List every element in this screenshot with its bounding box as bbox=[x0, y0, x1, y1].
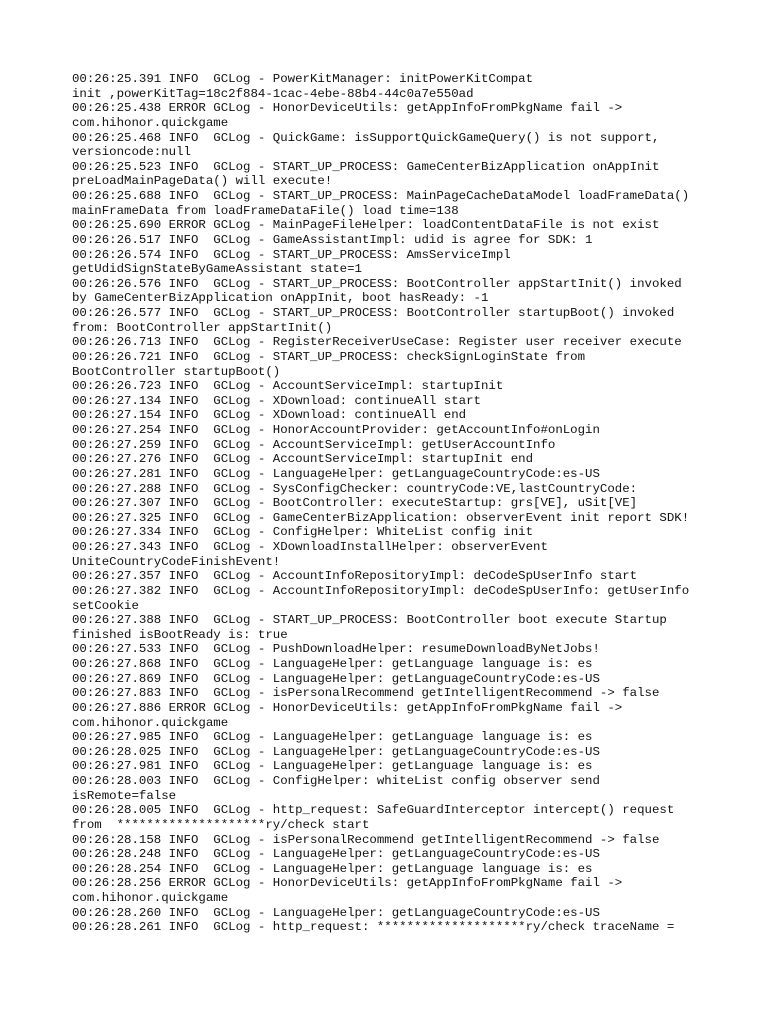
log-line: 00:26:27.276 INFO GCLog - AccountServiceImpl: startupInit end bbox=[72, 452, 534, 467]
log-line: 00:26:28.003 INFO GCLog - ConfigHelper: whiteList config observer send bbox=[72, 774, 600, 788]
log-line: 00:26:27.134 INFO GCLog - XDownload: continueAll start bbox=[72, 393, 481, 408]
log-line: finished isBootReady is: true bbox=[72, 627, 288, 642]
log-line: getUdidSignStateByGameAssistant state=1 bbox=[72, 262, 362, 277]
log-line: 00:26:27.533 INFO GCLog - PushDownloadHelper: resumeDownloadByNetJobs! bbox=[72, 642, 600, 657]
log-line: mainFrameData from loadFrameDataFile() load time=138 bbox=[72, 203, 459, 218]
log-line: 00:26:26.723 INFO GCLog - AccountServiceImpl: startupInit bbox=[72, 379, 504, 394]
log-line: 00:26:26.713 INFO GCLog - RegisterReceiverUseCase: Register user receiver execute bbox=[72, 335, 682, 350]
log-line: versioncode:null bbox=[72, 145, 191, 160]
log-line: 00:26:27.869 INFO GCLog - LanguageHelper: getLanguageCountryCode:es-US bbox=[72, 671, 600, 686]
log-line: 00:26:27.334 INFO GCLog - ConfigHelper: WhiteList config init bbox=[72, 525, 534, 540]
log-line: 00:26:27.985 INFO GCLog - LanguageHelper: getLanguage language is: es bbox=[72, 730, 593, 745]
log-line: 00:26:28.248 INFO GCLog - LanguageHelper: getLanguageCountryCode:es-US bbox=[72, 847, 600, 862]
log-line: 00:26:27.883 INFO GCLog - isPersonalRecommend getIntelligentRecommend -> false bbox=[72, 686, 660, 701]
log-line: 00:26:26.517 INFO GCLog - GameAssistantImpl: udid is agree for SDK: 1 bbox=[72, 232, 593, 247]
log-line: setCookie bbox=[72, 598, 139, 613]
log-line: 00:26:27.259 INFO GCLog - AccountServiceImpl: getUserAccountInfo bbox=[72, 437, 556, 452]
log-line: 00:26:27.307 INFO GCLog - BootController: executeStartup: grs[VE], uSit[VE] bbox=[72, 496, 638, 511]
log-document bbox=[72, 72, 712, 935]
log-line: 00:26:28.158 INFO GCLog - isPersonalRecommend getIntelligentRecommend -> false bbox=[72, 832, 660, 847]
log-line: 00:26:26.721 INFO GCLog - START_UP_PROCESS: checkSignLoginState from bbox=[72, 349, 586, 364]
log-line: 00:26:25.688 INFO GCLog - START_UP_PROCESS: MainPageCacheDataModel loadFrameData() bbox=[72, 189, 690, 203]
log-line: 00:26:27.254 INFO GCLog - HonorAccountProvider: getAccountInfo#onLogin bbox=[72, 423, 600, 437]
log-line: 00:26:28.254 INFO GCLog - LanguageHelper: getLanguage language is: es bbox=[72, 861, 593, 876]
log-line: 00:26:25.391 INFO GCLog - PowerKitManager: initPowerKitCompat bbox=[72, 72, 534, 86]
log-line: 00:26:27.154 INFO GCLog - XDownload: continueAll end bbox=[72, 408, 467, 423]
log-line: 00:26:27.288 INFO GCLog - SysConfigChecker: countryCode:VE,lastCountryCode: bbox=[72, 481, 638, 496]
log-line: preLoadMainPageData() will execute! bbox=[72, 174, 333, 189]
log-line: 00:26:27.886 ERROR GCLog - HonorDeviceUtils: getAppInfoFromPkgName fail -> bbox=[72, 700, 623, 715]
log-line: 00:26:27.281 INFO GCLog - LanguageHelper: getLanguageCountryCode:es-US bbox=[72, 466, 600, 481]
log-line: 00:26:27.868 INFO GCLog - LanguageHelper: getLanguage language is: es bbox=[72, 657, 593, 671]
log-line: 00:26:27.343 INFO GCLog - XDownloadInstallHelper: observerEvent bbox=[72, 540, 548, 554]
log-line: 00:26:25.690 ERROR GCLog - MainPageFileHelper: loadContentDataFile is not exist bbox=[72, 218, 660, 233]
log-line: 00:26:26.576 INFO GCLog - START_UP_PROCESS: BootController appStartInit() invoked bbox=[72, 276, 682, 291]
log-line: 00:26:27.981 INFO GCLog - LanguageHelper: getLanguage language is: es bbox=[72, 759, 593, 774]
log-line: init ,powerKitTag=18c2f884-1cac-4ebe-88b4-44c0a7e550ad bbox=[72, 86, 474, 101]
log-line: isRemote=false bbox=[72, 788, 177, 803]
log-line: 00:26:25.468 INFO GCLog - QuickGame: isSupportQuickGameQuery() is not support, bbox=[72, 130, 660, 145]
log-line: BootController startupBoot() bbox=[72, 364, 281, 379]
log-line: 00:26:28.260 INFO GCLog - LanguageHelper: getLanguageCountryCode:es-US bbox=[72, 905, 600, 920]
log-line: from ********************ry/check start bbox=[72, 817, 370, 832]
log-line: from: BootController appStartInit() bbox=[72, 320, 333, 335]
log-line: 00:26:27.357 INFO GCLog - AccountInfoRepositoryImpl: deCodeSpUserInfo start bbox=[72, 569, 638, 584]
log-line: 00:26:25.438 ERROR GCLog - HonorDeviceUtils: getAppInfoFromPkgName fail -> bbox=[72, 101, 623, 116]
log-line: 00:26:28.256 ERROR GCLog - HonorDeviceUtils: getAppInfoFromPkgName fail -> bbox=[72, 876, 623, 891]
log-line: 00:26:27.388 INFO GCLog - START_UP_PROCESS: BootController boot execute Startup bbox=[72, 613, 667, 628]
log-line: 00:26:28.005 INFO GCLog - http_request: SafeGuardInterceptor intercept() request bbox=[72, 803, 675, 818]
log-line: 00:26:26.577 INFO GCLog - START_UP_PROCESS: BootController startupBoot() invoked bbox=[72, 306, 675, 320]
log-line: 00:26:25.523 INFO GCLog - START_UP_PROCESS: GameCenterBizApplication onAppInit bbox=[72, 159, 660, 174]
log-line: com.hihonor.quickgame bbox=[72, 115, 229, 130]
log-line: UniteCountryCodeFinishEvent! bbox=[72, 554, 281, 569]
log-line: 00:26:28.261 INFO GCLog - http_request: ********************ry/check traceName = bbox=[72, 920, 675, 935]
log-line: com.hihonor.quickgame bbox=[72, 891, 229, 905]
log-line: by GameCenterBizApplication onAppInit, boot hasReady: -1 bbox=[72, 291, 489, 306]
log-line: 00:26:27.382 INFO GCLog - AccountInfoRepositoryImpl: deCodeSpUserInfo: getUserInfo bbox=[72, 583, 690, 598]
log-line: com.hihonor.quickgame bbox=[72, 715, 229, 730]
log-line: 00:26:26.574 INFO GCLog - START_UP_PROCESS: AmsServiceImpl bbox=[72, 247, 511, 262]
log-line: 00:26:27.325 INFO GCLog - GameCenterBizApplication: observerEvent init report SDK! bbox=[72, 510, 690, 525]
log-line: 00:26:28.025 INFO GCLog - LanguageHelper: getLanguageCountryCode:es-US bbox=[72, 744, 600, 759]
